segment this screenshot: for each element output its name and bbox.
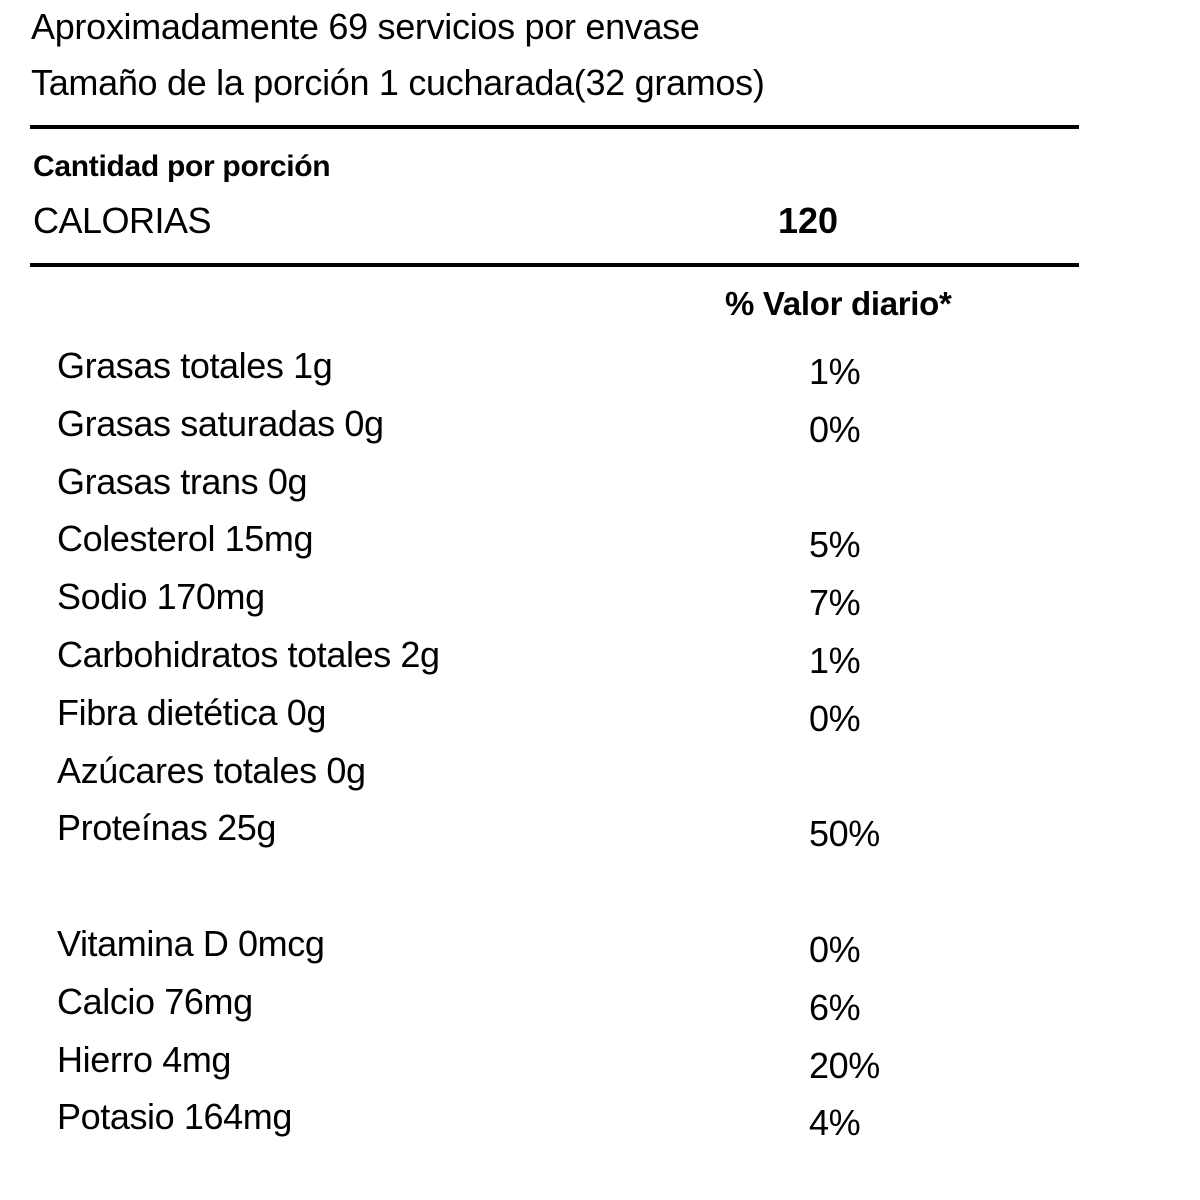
nutrient-row-sodium bbox=[57, 576, 1057, 634]
nutrient-row-vitamin-d bbox=[57, 923, 1057, 981]
section-spacer bbox=[57, 865, 1057, 923]
nutrient-name: Grasas saturadas 0g bbox=[57, 402, 384, 444]
nutrient-name: Carbohidratos totales 2g bbox=[57, 633, 440, 675]
calories-value: 120 bbox=[778, 200, 839, 241]
nutrient-daily-value: 50% bbox=[809, 813, 880, 855]
nutrient-name: Calcio 76mg bbox=[57, 980, 253, 1022]
nutrient-row-protein bbox=[57, 807, 1057, 865]
nutrient-list bbox=[57, 345, 1057, 1154]
nutrient-name: Hierro 4mg bbox=[57, 1038, 232, 1080]
nutrient-row-trans-fat bbox=[57, 461, 1057, 519]
servings-per-container: Aproximadamente 69 servicios por envase bbox=[31, 6, 700, 47]
nutrient-name: Azúcares totales 0g bbox=[57, 749, 366, 791]
nutrient-daily-value: 6% bbox=[809, 986, 861, 1028]
nutrient-row-carbohydrates bbox=[57, 634, 1057, 692]
nutrient-row-sugars bbox=[57, 750, 1057, 808]
nutrient-daily-value: 5% bbox=[809, 524, 861, 566]
calories-label: CALORIAS bbox=[33, 200, 212, 241]
nutrient-name: Grasas totales 1g bbox=[57, 345, 333, 386]
top-divider bbox=[30, 125, 1079, 129]
nutrient-row-iron bbox=[57, 1039, 1057, 1097]
nutrient-row-total-fat bbox=[57, 345, 1057, 403]
serving-size: Tamaño de la porción 1 cucharada(32 gramos) bbox=[31, 62, 765, 103]
daily-value-header: % Valor diario* bbox=[725, 285, 952, 322]
nutrient-name: Sodio 170mg bbox=[57, 576, 265, 618]
nutrient-daily-value: 7% bbox=[809, 582, 861, 624]
nutrient-row-cholesterol bbox=[57, 518, 1057, 576]
nutrient-name: Potasio 164mg bbox=[57, 1096, 292, 1138]
nutrient-daily-value: 1% bbox=[809, 351, 861, 392]
nutrient-row-potassium bbox=[57, 1096, 1057, 1154]
nutrient-row-calcium bbox=[57, 981, 1057, 1039]
amount-per-serving-label: Cantidad por porción bbox=[33, 150, 331, 183]
nutrient-daily-value: 4% bbox=[809, 1102, 861, 1144]
nutrient-name: Fibra dietética 0g bbox=[57, 691, 326, 733]
nutrient-daily-value: 20% bbox=[809, 1044, 880, 1086]
nutrient-row-fiber bbox=[57, 692, 1057, 750]
nutrient-daily-value: 1% bbox=[809, 639, 861, 681]
nutrient-daily-value: 0% bbox=[809, 408, 861, 450]
nutrient-daily-value: 0% bbox=[809, 697, 861, 739]
nutrient-row-saturated-fat bbox=[57, 403, 1057, 461]
calories-divider bbox=[30, 263, 1079, 267]
nutrient-name: Colesterol 15mg bbox=[57, 518, 314, 560]
nutrient-name: Proteínas 25g bbox=[57, 807, 276, 849]
nutrient-name: Vitamina D 0mcg bbox=[57, 922, 325, 964]
nutrient-daily-value: 0% bbox=[809, 928, 861, 970]
nutrient-name: Grasas trans 0g bbox=[57, 460, 308, 502]
